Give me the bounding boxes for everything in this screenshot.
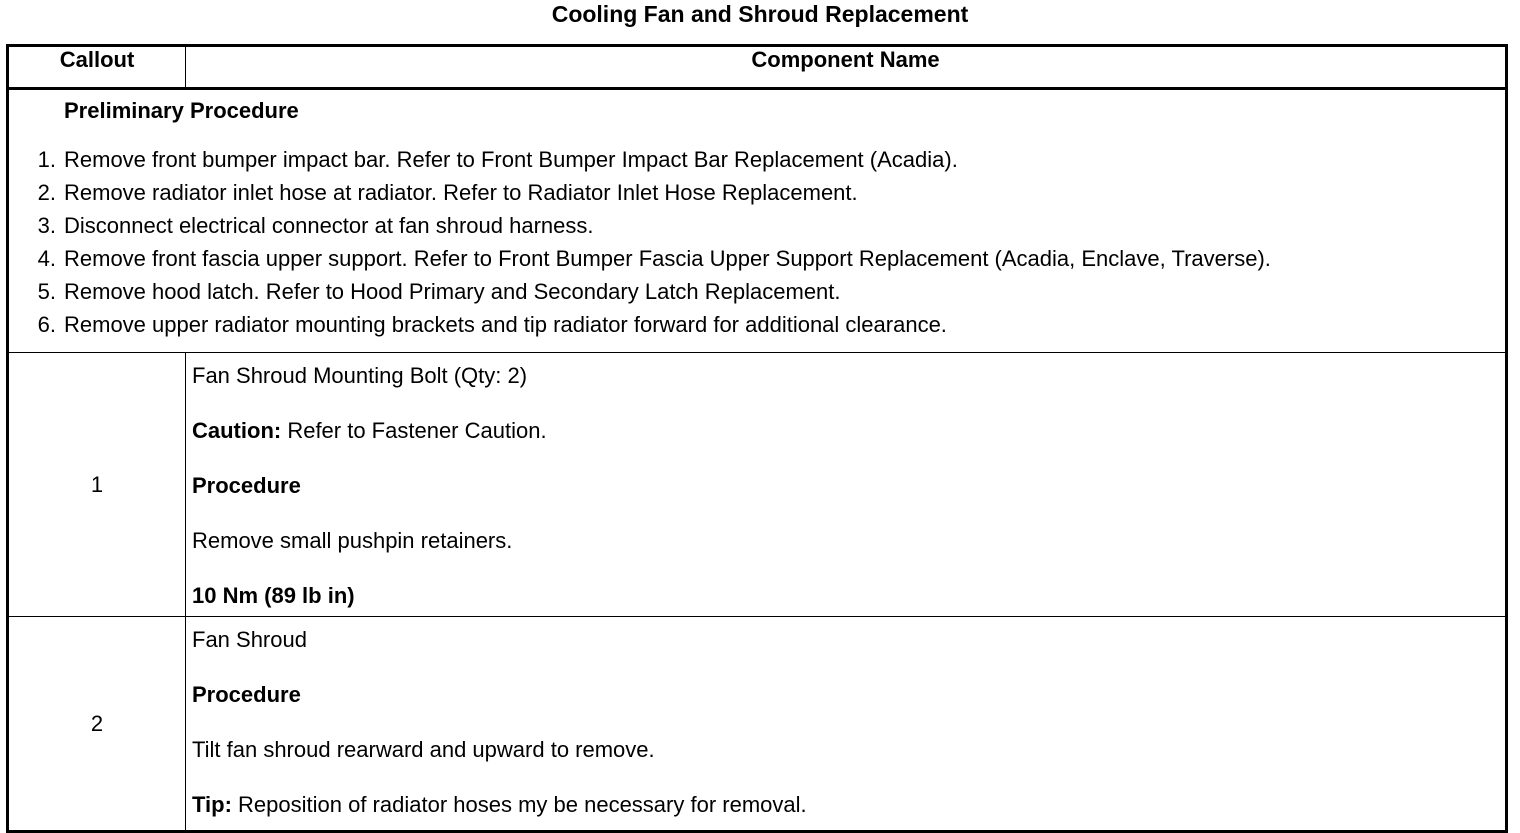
callout-number: 2 (8, 617, 186, 832)
list-item (9, 143, 1505, 176)
component-name: Fan Shroud (192, 627, 307, 652)
document-title: Cooling Fan and Shroud Replacement (551, 1, 969, 27)
component-description (186, 353, 1507, 617)
step-number: 5. (37, 279, 56, 304)
list-item (9, 209, 1505, 242)
preliminary-procedure-heading: Preliminary Procedure (64, 98, 299, 123)
procedure-table (6, 44, 1508, 833)
step-text: Remove upper radiator mounting brackets and tip radiator forward for additional clearance. (64, 312, 947, 337)
table-row (8, 617, 1507, 832)
step-text: Remove radiator inlet hose at radiator. Refer to Radiator Inlet Hose Replacement. (64, 180, 858, 205)
preliminary-procedure-cell (8, 89, 1507, 353)
header-callout: Callout (8, 46, 186, 89)
caution-text: Refer to Fastener Caution. (281, 418, 547, 443)
preliminary-procedure-row (8, 89, 1507, 353)
tip-note (192, 788, 1505, 821)
torque-spec: 10 Nm (89 lb in) (192, 583, 355, 608)
procedure-label: Procedure (192, 682, 301, 707)
caution-label: Caution: (192, 418, 282, 443)
tip-text: Reposition of radiator hoses my be necessary for removal. (231, 792, 807, 817)
list-item (9, 176, 1505, 209)
component-description (186, 617, 1507, 832)
step-text: Remove front fascia upper support. Refer to Front Bumper Fascia Upper Support Replacement (Acadia, Enclave, Traverse). (64, 246, 1271, 271)
step-number: 6. (37, 312, 56, 337)
table-row (8, 353, 1507, 617)
procedure-text: Remove small pushpin retainers. (192, 528, 513, 553)
procedure-label: Procedure (192, 473, 301, 498)
list-item (9, 275, 1505, 308)
header-component-name: Component Name (186, 46, 1507, 89)
list-item (9, 308, 1505, 341)
procedure-text: Tilt fan shroud rearward and upward to remove. (192, 737, 655, 762)
preliminary-steps-list (9, 143, 1505, 341)
list-item (9, 242, 1505, 275)
tip-label: Tip: (192, 792, 232, 817)
step-number: 2. (37, 180, 56, 205)
callout-number: 1 (8, 353, 186, 617)
step-number: 4. (37, 246, 56, 271)
caution-note (192, 414, 1505, 447)
step-text: Disconnect electrical connector at fan shroud harness. (64, 213, 594, 238)
step-text: Remove front bumper impact bar. Refer to Front Bumper Impact Bar Replacement (Acadia). (64, 147, 958, 172)
component-name: Fan Shroud Mounting Bolt (Qty: 2) (192, 363, 528, 388)
table-header-row (8, 46, 1507, 89)
step-text: Remove hood latch. Refer to Hood Primary and Secondary Latch Replacement. (64, 279, 841, 304)
step-number: 1. (37, 147, 56, 172)
step-number: 3. (37, 213, 56, 238)
